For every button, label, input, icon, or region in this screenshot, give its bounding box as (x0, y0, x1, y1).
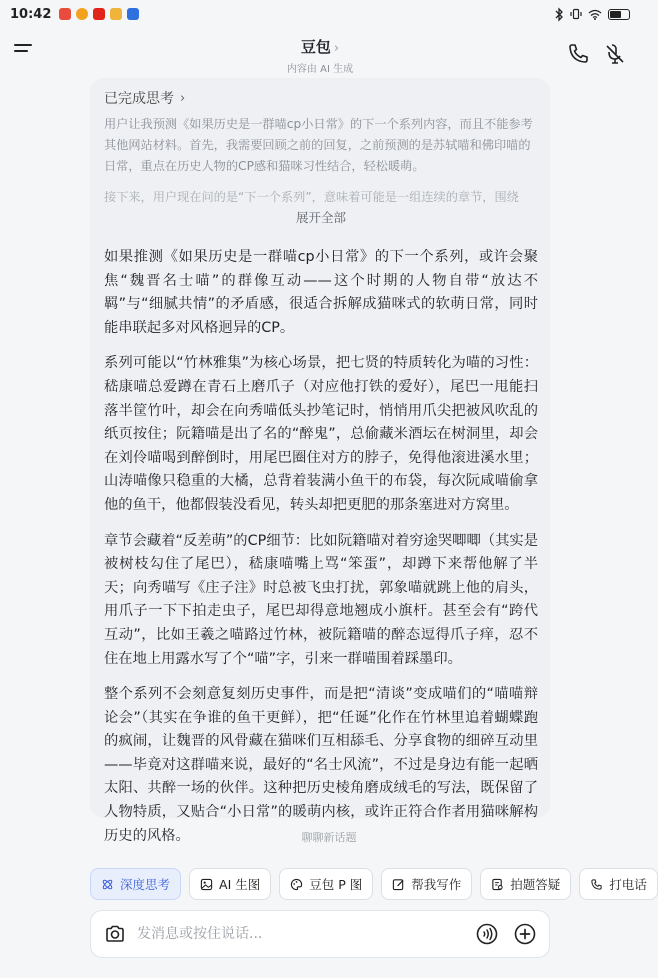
answer-paragraph: 系列可能以“竹林雅集”为核心场景，把七贤的特质转化为喵的习性：嵇康喵总爱蹲在青石上磨爪子（对应他打铁的爱好），尾巴一甩能扫落半筐竹叶，却会在向秀喵低头抄笔记时，悄悄用爪尖把被风吹乱的纸页按住；阮籍喵是出了名的“醉鬼”，总偷藏米酒坛在树洞里，却会在刘伶喵喝到醉倒时，用尾巴圈住对方的脖子，免得他滚进溪水里；山涛喵像只稳重的大橘，总背着装满小鱼干的布袋，每次阮咸喵偷拿他的鱼干，他都假装没看见，转头却把更肥的那条塞进对方窝里。 (104, 355, 538, 513)
chip-label: AI 生图 (219, 877, 261, 892)
ai-disclaimer: 内容由 AI 生成 (286, 64, 354, 75)
chip-p-image[interactable] (279, 868, 373, 900)
message-input[interactable] (137, 926, 475, 942)
answer-body (104, 246, 538, 860)
chip-label: 豆包 P 图 (309, 877, 363, 892)
add-button[interactable] (513, 922, 537, 946)
speaker-mute-button[interactable] (603, 42, 627, 66)
thinking-toggle[interactable] (104, 88, 538, 108)
notification-app-icon (93, 8, 105, 20)
scan-doc-icon (491, 878, 504, 891)
chip-label: 深度思考 (120, 877, 171, 892)
notification-app-icon (76, 8, 88, 20)
expand-all-button[interactable]: 展开全部 (295, 210, 346, 225)
status-time: 10:42 (10, 6, 52, 22)
notification-app-icon (127, 8, 139, 20)
chat-title[interactable] (0, 36, 640, 57)
phone-call-button[interactable] (566, 42, 590, 66)
status-system-icons (554, 8, 630, 21)
thinking-text: 用户让我预测《如果历史是一群喵cp小日常》的下一个系列内容，而且不能参考其他网站材料。首先，我需要回顾之前的回复，之前预测的是苏轼喵和佛印喵的日常，重点在历史人物的CP感和猫咪习性结合，轻松暖萌。 (104, 117, 533, 173)
chat-title-area[interactable] (0, 36, 640, 75)
answer-paragraph: 章节会藏着“反差萌”的CP细节：比如阮籍喵对着穷途哭唧唧（其实是被树枝勾住了尾巴），嵇康喵嘴上骂“笨蛋”，却蹲下来帮他解了半天；向秀喵写《庄子注》时总被飞虫打扰，郭象喵就跳上他的肩头，用爪子一下下拍走虫子，尾巴却得意地翘成小旗杆。甚至会有“跨代互动”，比如王羲之喵路过竹林，被阮籍喵的醉态逗得爪子痒，忍不住在地上用露水写了个“喵”字，引来一群喵围着踩墨印。 (104, 532, 538, 667)
wifi-icon (588, 9, 602, 20)
answer-paragraph: 如果推测《如果历史是一群喵cp小日常》的下一个系列，或许会聚焦“魏晋名士喵”的群像互动——这个时期的人物自带“放达不羁”与“细腻共情”的矛盾感，很适合拆解成猫咪式的软萌日常，同时能串联起多对风格迥异的CP。 (104, 249, 538, 336)
message-input-bar (90, 910, 550, 958)
new-topic-link[interactable]: 聊聊新话题 (301, 831, 357, 844)
chip-label: 打电话 (609, 877, 647, 892)
chip-photo-qa[interactable] (480, 868, 571, 900)
vibrate-icon (570, 8, 582, 20)
chip-deep-think[interactable] (90, 868, 181, 900)
chip-phone[interactable] (579, 868, 658, 900)
notification-app-icon (110, 8, 122, 20)
feature-chip-bar (90, 868, 647, 902)
palette-icon (290, 878, 303, 891)
chat-header (0, 28, 640, 76)
chevron-right-icon: › (180, 90, 186, 106)
chat-title-text: 豆包 (300, 38, 331, 56)
thinking-section (104, 88, 538, 226)
status-app-icons (59, 8, 139, 20)
thinking-label: 已完成思考 (104, 91, 174, 107)
chevron-right-icon: › (333, 41, 340, 56)
atom-icon (101, 878, 114, 891)
answer-paragraph: 整个系列不会刻意复刻历史事件，而是把“清谈”变成喵们的“喵喵辩论会”（其实在争谁的鱼干更鲜），把“任诞”化作在竹林里追着蝴蝶跑的疯闹，让魏晋的风骨藏在猫咪们互相舔毛、分享食物的细碎互动里——毕竟对这群喵来说，最好的“名士风流”，不过是身边有能一起晒太阳、共醉一场的伙伴。这种把历史棱角磨成绒毛的写法，既保留了人物特质，又贴合“小日常”的暖萌内核，或许正符合作者用猫咪解构历史的风格。 (104, 686, 538, 844)
status-bar (0, 0, 640, 28)
edit-icon (392, 878, 405, 891)
chip-writing[interactable] (381, 868, 472, 900)
phone-icon (590, 878, 603, 891)
chip-ai-image[interactable] (189, 868, 271, 900)
camera-button[interactable] (103, 922, 127, 946)
voice-button[interactable] (475, 922, 499, 946)
chip-label: 拍题答疑 (510, 877, 561, 892)
chip-label: 帮我写作 (411, 877, 462, 892)
thinking-text-faded: 接下来，用户现在问的是“下一个系列”，意味着可能是一组连续的章节，围绕 (104, 190, 519, 204)
bluetooth-icon (554, 8, 564, 21)
image-icon (200, 878, 213, 891)
battery-icon (608, 9, 630, 20)
notification-app-icon (59, 8, 71, 20)
